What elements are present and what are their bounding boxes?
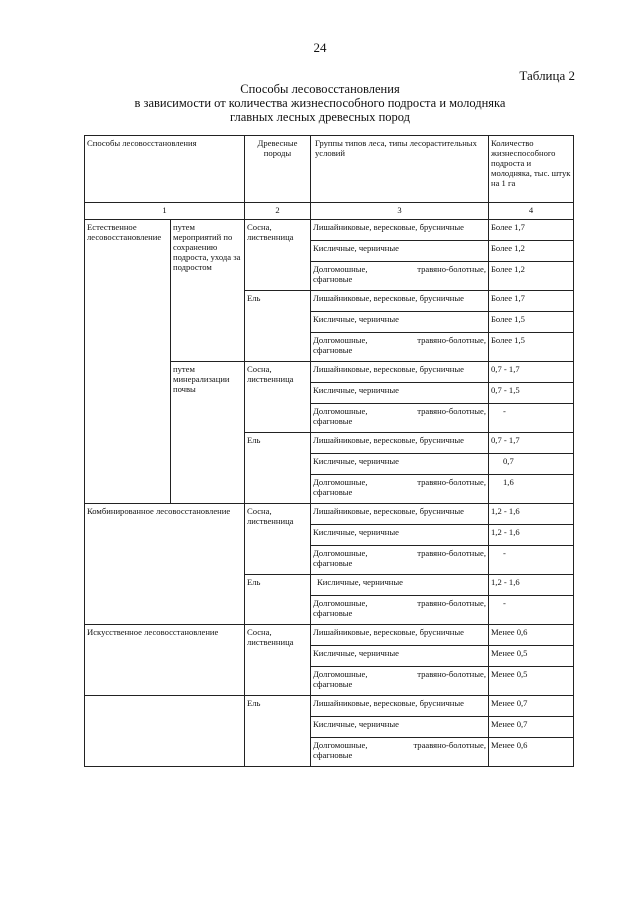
forest-type-lichen: Лишайниковые, вересковые, брусничные — [311, 504, 489, 525]
forest-type-long-moss: Долгомошные, травяно-болотные, сфагновые — [311, 596, 489, 625]
header-row — [85, 136, 574, 203]
forest-type-oxalis: Кисличные, черничные — [311, 575, 489, 596]
quantity-value: 0,7 — [489, 454, 574, 475]
quantity-value: Менее 0,5 — [489, 667, 574, 696]
forest-type-lichen: Лишайниковые, вересковые, брусничные — [311, 625, 489, 646]
col-number-2: 2 — [245, 203, 311, 220]
forest-type-oxalis: Кисличные, черничные — [311, 646, 489, 667]
forest-type-long-moss: Долгомошные, травяно-болотные, сфагновые — [311, 546, 489, 575]
quantity-value: Менее 0,6 — [489, 738, 574, 767]
quantity-value: 1,2 - 1,6 — [489, 575, 574, 596]
forest-type-long-moss: Долгомошные, траавяно-болотные, сфагновые — [311, 738, 489, 767]
species-spruce: Ель — [245, 575, 311, 625]
forest-type-lichen: Лишайниковые, вересковые, брусничные — [311, 696, 489, 717]
header-quantity: Количество жизнеспособного подроста и молодняка, тыс. штук на 1 га — [489, 136, 574, 203]
method-natural: Естественное лесовосстановление — [85, 220, 171, 504]
quantity-value: Менее 0,5 — [489, 646, 574, 667]
species-pine-larch: Сосна, лиственница — [245, 220, 311, 291]
method-combined: Комбинированное лесовосстановление — [85, 504, 245, 625]
forest-type-oxalis: Кисличные, черничные — [311, 241, 489, 262]
col-number-1: 1 — [85, 203, 245, 220]
quantity-value: Более 1,5 — [489, 312, 574, 333]
table-label: Таблица 2 — [519, 68, 575, 83]
quantity-value: - — [489, 404, 574, 433]
forest-type-long-moss: Долгомошные, травяно-болотные, сфагновые — [311, 404, 489, 433]
page-number: 24 — [313, 40, 327, 55]
method-artificial-continued — [85, 696, 245, 767]
quantity-value: Более 1,2 — [489, 241, 574, 262]
quantity-value: - — [489, 596, 574, 625]
forest-type-long-moss: Долгомошные, травяно-болотные, сфагновые — [311, 333, 489, 362]
forest-type-oxalis: Кисличные, черничные — [311, 454, 489, 475]
method-natural-preservation: путем мероприятий по сохранению подроста, ухода за подростом — [171, 220, 245, 362]
table-row — [85, 220, 574, 241]
header-species: Древесные породы — [245, 136, 311, 203]
reforestation-table — [84, 135, 574, 767]
species-pine-larch: Сосна, лиственница — [245, 362, 311, 433]
quantity-value: Менее 0,7 — [489, 717, 574, 738]
quantity-value: 1,2 - 1,6 — [489, 525, 574, 546]
forest-type-long-moss: Долгомошные, травяно-болотные, сфагновые — [311, 475, 489, 504]
species-pine-larch: Сосна, лиственница — [245, 504, 311, 575]
quantity-value: 0,7 - 1,5 — [489, 383, 574, 404]
col-number-4: 4 — [489, 203, 574, 220]
method-natural-mineralization: путем минерализации почвы — [171, 362, 245, 504]
species-spruce: Ель — [245, 291, 311, 362]
title-line-1: Способы лесовосстановления — [240, 82, 400, 96]
table-row — [85, 696, 574, 717]
title-line-2: в зависимости от количества жизнеспособного подроста и молодняка — [134, 96, 506, 110]
forest-type-oxalis: Кисличные, черничные — [311, 717, 489, 738]
forest-type-oxalis: Кисличные, черничные — [311, 312, 489, 333]
species-spruce: Ель — [245, 433, 311, 504]
header-forest-types: Группы типов леса, типы лесорастительных условий — [311, 136, 489, 203]
column-numbers-row — [85, 203, 574, 220]
forest-type-long-moss: Долгомошные, травяно-болотные, сфагновые — [311, 262, 489, 291]
table-title — [0, 82, 640, 124]
quantity-value: Более 1,2 — [489, 262, 574, 291]
table-row — [85, 504, 574, 525]
forest-type-lichen: Лишайниковые, вересковые, брусничные — [311, 291, 489, 312]
forest-type-long-moss: Долгомошные, травяно-болотные, сфагновые — [311, 667, 489, 696]
table-row — [85, 625, 574, 646]
species-spruce: Ель — [245, 696, 311, 767]
forest-type-lichen: Лишайниковые, вересковые, брусничные — [311, 220, 489, 241]
method-artificial: Искусственное лесовосстановление — [85, 625, 245, 696]
quantity-value: 1,2 - 1,6 — [489, 504, 574, 525]
forest-type-oxalis: Кисличные, черничные — [311, 525, 489, 546]
col-number-3: 3 — [311, 203, 489, 220]
species-pine-larch: Сосна, лиственница — [245, 625, 311, 696]
quantity-value: 0,7 - 1,7 — [489, 362, 574, 383]
quantity-value: - — [489, 546, 574, 575]
title-line-3: главных лесных древесных пород — [229, 110, 411, 124]
quantity-value: 0,7 - 1,7 — [489, 433, 574, 454]
forest-type-oxalis: Кисличные, черничные — [311, 383, 489, 404]
quantity-value: Более 1,7 — [489, 291, 574, 312]
forest-type-lichen: Лишайниковые, вересковые, брусничные — [311, 433, 489, 454]
forest-type-lichen: Лишайниковые, вересковые, брусничные — [311, 362, 489, 383]
quantity-value: Менее 0,7 — [489, 696, 574, 717]
header-methods: Способы лесовосстановления — [85, 136, 245, 203]
quantity-value: Менее 0,6 — [489, 625, 574, 646]
quantity-value: Более 1,7 — [489, 220, 574, 241]
quantity-value: 1,6 — [489, 475, 574, 504]
quantity-value: Более 1,5 — [489, 333, 574, 362]
